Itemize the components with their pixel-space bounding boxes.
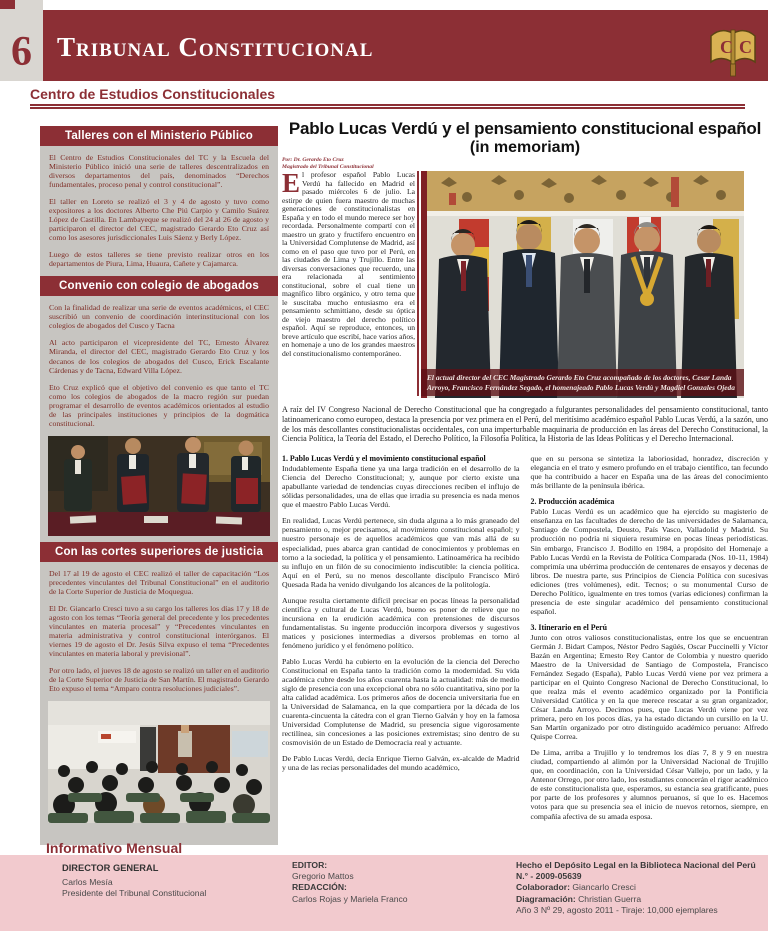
- news-paragraph: Por otro lado, el jueves 18 de agosto se realizó un taller en el auditorio de la Corte Superior de Justicia de San Martín. El magistrado Gerardo Eto expuso el tema “Amparo contra resoluciones judiciales”.: [49, 666, 269, 694]
- deposito-line2: N.° - 2009-05639: [516, 871, 582, 882]
- diagramacion-line: [516, 894, 756, 905]
- page-number: 6: [11, 29, 32, 75]
- colaborador-value: Giancarlo Cresci: [572, 882, 636, 893]
- director-heading: DIRECTOR GENERAL: [62, 863, 159, 873]
- photo-caption: El actual director del CEC Magistrado Gerardo Eto Cruz acompañado de los doctores, Cesar Landa Arroyo, Francisco Fernández Segado, el homenajeado Pablo Lucas Verdú y Magdiel Gonzales Ojeda: [421, 369, 744, 396]
- editor-label: EDITOR:: [292, 860, 328, 870]
- article-heading-3: 3. Itinerario en el Perú: [530, 622, 607, 632]
- diagramacion-label: Diagramación:: [516, 893, 576, 904]
- photo-honorees-group: [421, 171, 744, 398]
- news-paragraph: Del 17 al 19 de agosto el CEC realizó el taller de capacitación “Los precedentes vinculantes del Tribunal Constitucional” en el auditorio de la Corte Superior de Justicia de Moquegua.: [49, 568, 269, 596]
- article-lead-paragraph: A raíz del IV Congreso Nacional de Derecho Constitucional que ha congregado a fulgurantes personalidades del pensamiento constitucional, tanto latinoamericano como europeo, destaca la presencia por vez primera en el Perú, del meritísimo académico español Pablo Lucas Verdú, a la sazón, uno de los más descollantes constitucionalistas occidentales, con una imperturbable maquinaria de producción en las áreas del Derecho Constitucional, la Ciencia Política, la Teoría del Estado, el Derecho Político, la Filosofía Política, la Historia de las Ideas Políticas y el Derecho Internacional.: [282, 405, 768, 444]
- article-paragraph: Indudablemente España tiene ya una larga tradición en el desarrollo de la Ciencia del Derecho Constitucional; y, aunque por cierto existe una apabullante variedad de tendencias cuyas direcciones reciben el influjo de sólidas personalidades, una de ellas que irradia su presencia es nada menos que el maestro Pablo Lucas Verdú.: [282, 464, 520, 510]
- article-paragraph: Junto con otros valiosos constitucionalistas, entre los que se encuentran Germán J. Bidart Campos, Néstor Pedro Sagüés, Oscar Puccinelli y Víctor Bazán en Argentina; Ernesto Rey Cantor de Colombia y nuestro querido Maestro de la Universidad de Santiago de Compostela, Francisco Fernández Segado (España), Pablo Lucas Verdú viene por vez primera a participar en el Quinto Congreso Nacional de Derecho Constitucional, lo que realza más el evento académico organizado por la Pontificia Universidad Católica y en la que merece rescatar a su gran organizador, César Landa Arroyo. Decimos pues, que Lucas Verdú viene por vez primera, pero en los pocos días, ya ha estado dictando un cursillo en la U. San Martín organizado por otro distinguido académico peruano: Alfredo Quispe Correa.: [530, 632, 768, 742]
- article-heading-1: 1. Pablo Lucas Verdú y el movimiento constitucional español: [282, 454, 486, 464]
- article-paragraph: Pablo Lucas Verdú ha cubierto en la evolución de la ciencia del Derecho Constitucional en España tanto la tradición como la modernidad. Su vida académica cubre desde los años cuarenta hasta la actualidad: más de medio siglo de presencia con una excepcional obra no sólo cuantitativa, sino por la alta calidad académica. Los primeros años de docencia universitaria fue en la Universidad de Salamanca, en la que compartiera por la década de los cuarenta-cincuenta la cátedra con el gran Tierno Galván y hoy en la famosa Universidad Complutense de Madrid, su presencia sigue vigorosamente rectilínea, sin concesiones a las posiciones extremistas; sino dentro de su cosmovisión de un Estado de Democracia real y actuante.: [282, 656, 520, 748]
- article-subtitle: (in memoriam): [469, 138, 581, 156]
- footer-director: [62, 862, 206, 899]
- svg-text:C: C: [739, 37, 752, 57]
- news-paragraph: Eto Cruz explicó que el objetivo del convenio es que tanto el TC como los colegios de abogados de la macro región sur puedan programar el desarrollo de eventos académicos orientados al estudio de las principales instituciones y principios de la dogmática constitucional.: [49, 382, 269, 428]
- intro-text: l profesor español Pablo Lucas Verdú ha fallecido en Madrid el pasado miércoles 6 de julio. La estirpe de quien fuera maestro de muchas generaciones de constitucionalistas en España y en todo el mundo merece ser hoy recordada. Personalmente compartí con el maestro un grato y fructífero encuentro en la Universidad Complutense de Madrid, así como en el paso que tuvo por el Perú, en las ciudades de Lima y Trujillo. Entre las diversas conversaciones que recuerdo, una era relacionada al sentimiento constitucional, sobre el cual tiene un magnífico libro orgánico, y otro tema que le suscitaba mucho entusiasmo era el pensamiento schmittiano, desde su óptica de viejo maestro del derecho político español. Aquí se reproduce, entonces, un breve artículo que escribí, hace varios años, en homenaje a uno de los grandes maestros del constitucionalismo contemporáneo.: [282, 170, 415, 358]
- director-role: Presidente del Tribunal Constitucional: [62, 888, 207, 899]
- article-intro-row: [282, 168, 768, 398]
- article-paragraph: De Pablo Lucas Verdú, decía Enrique Tierno Galván, ex-alcalde de Madrid y una de las recias personalidades del mundo académico,: [282, 754, 520, 773]
- colaborador-label: Colaborador:: [516, 882, 570, 893]
- article-paragraph: Pablo Lucas Verdú es un académico que ha ejercido su magisterio de enseñanza en las facultades de derecho de las universidades de Salamanca, Santiago de Compostela, Deusto, País Vasco, Valladolid y Madrid. Su producción no podría ni siquiera resumirse en pocas líneas periodísticas. Sin embargo, Francisco J. Bodillo en 1984, a propósito del Homenaje a Pablo Lucas Verdú en la Revista de Política Comparada (Nos. 10-11, 1984) comprimía una ubérrima producción de centenares de ensayos y decenas de libros. De nuestra parte, sus Principios de Ciencia Política con sucesivas ediciones (tres volúmenes), edit. Tecnos; o su monumental Curso de Derecho Político, igualmente en tres tomos (varias ediciones) confirman la presencia de este singular académico del pensamiento constitucional español.: [530, 507, 768, 616]
- byline-role: Magistrado del Tribunal Constitucional: [282, 163, 374, 170]
- footer-legal: [516, 860, 756, 916]
- director-name: Carlos Mesía: [62, 877, 113, 888]
- news-section-header-2: Convenio con colegio de abogados: [40, 276, 278, 296]
- article-columns: [282, 454, 768, 827]
- news-paragraph: El taller en Loreto se realizó el 3 y 4 de agosto y tuvo como expositores a los doctores Alberto Che Piú Carpio y Camilo Suárez López de Castilla. En Lambayeque se realizó del 24 al 26 de agosto y participaron el director del CEC, magistrado Gerardo Eto Cruz así como los asesores jurisdiccionales Luis Sáenz y Berly López.: [49, 197, 269, 243]
- drop-cap: E: [282, 168, 301, 199]
- news-paragraph: Con la finalidad de realizar una serie de eventos académicos, el CEC suscribió un convenio de coordinación interinstitucional con los colegios de abogados del Cusco y Tacna: [49, 303, 269, 331]
- news-section-body-1: [40, 146, 278, 268]
- news-paragraph: El Centro de Estudios Constitucionales del TC y la Escuela del Ministerio Público inició una serie de talleres descentralizados en diversos departamentos del país, denominados “Derechos fundamentales, proceso penal y control constitucional”.: [49, 153, 269, 190]
- left-news-column: [40, 126, 278, 845]
- main-article: [282, 120, 768, 846]
- news-paragraph: Luego de estos talleres se tiene previsto realizar otros en los departamentos de Piura, Lima, Huaura, Cañete y Cajamarca.: [49, 250, 269, 269]
- article-paragraph: Aunque resulta ciertamente difícil precisar en pocas líneas la personalidad científica y cultural de Lucas Verdú, bueno es poner de relieve que no incursiona en la erudición académica con pretensiones de discursos fundamentalistas. Su ingente producción incorpora diversos y sugestivos matices y posiciones intermedias a diversos problemas en torno al fenómeno jurídico y el fenómeno político.: [282, 595, 520, 650]
- news-paragraph: El Dr. Giancarlo Cresci tuvo a su cargo los talleres los días 17 y 18 de agosto con los temas “Teoría general del precedente y los precedentes vinculantes en materia procesal” y “Precedentes vinculantes en materia administrativa y control constitucional interórganos. El viernes 19 de agosto el Dr. Jesús Silva expuso el tema “Precedentes vinculantes en materia laboral y previsional”.: [49, 603, 269, 658]
- news-section-body-3: [40, 562, 278, 693]
- news-paragraph: Al acto participaron el vicepresidente del TC, Ernesto Álvarez Miranda, el director del CEC, magistrado Gerardo Eto Cruz y los decanos de los colegios de abogados del Cusco, Erick Escalante Cárdenas y de Tacna, Edward Villa López.: [49, 338, 269, 375]
- masthead-title: Tribunal Constitucional: [57, 32, 374, 62]
- news-section-header-1: Talleres con el Ministerio Público: [40, 126, 278, 146]
- article-byline: [282, 157, 374, 171]
- tribunal-book-logo-icon: [708, 24, 758, 80]
- corner-accent: [0, 0, 15, 9]
- article-heading-2: 2. Producción académica: [530, 497, 615, 507]
- article-paragraph: En realidad, Lucas Verdú pertenece, sin duda alguna a lo más graneado del pensamiento o, mejor precisamos, al movimiento constitucional español; y nuestro personaje es de aquellos académicos que van más allá de su especialidad, pues abarca gran cantidad de conocimientos y problemas en torno a la sociedad, la política y el pensamiento. Latinoamérica ha recibido su influjo en un filón de su conocimiento indiscutible: la ciencia política. Aquí en el Perú, su no menos descollante discípulo Francisco Miró Quesada Rada ha venido divulgando los alcances de la politología.: [282, 516, 520, 589]
- bulletin-label: Informativo Mensual: [46, 840, 183, 856]
- section-title: Centro de Estudios Constitucionales: [30, 86, 745, 109]
- article-intro-column: [282, 168, 415, 398]
- byline-author: Por: Dr. Gerardo Eto Cruz: [282, 157, 344, 163]
- photo-workshop-audience: [48, 701, 270, 823]
- column-divider: [417, 171, 419, 396]
- article-title: Pablo Lucas Verdú y el pensamiento constitucional español: [288, 120, 762, 138]
- article-column-1: [282, 454, 520, 827]
- article-column-2: [531, 454, 768, 827]
- editor-name: Gregorio Mattos: [292, 871, 354, 882]
- colaborador-line: [516, 882, 756, 893]
- news-section-body-2: [40, 296, 278, 427]
- redaccion-label: REDACCIÓN:: [292, 882, 347, 893]
- svg-text:C: C: [720, 37, 733, 57]
- article-paragraph: que en su persona se sintetiza la laboriosidad, honradez, discreción y elegancia en el trato y esmero profundo en el trabajo científico, tan fecundo que ha contribuido a hacer en España una de las áreas del conocimiento más brillante de la península ibérica.: [530, 454, 768, 491]
- deposito-line1: Hecho el Depósito Legal en la Biblioteca Nacional del Perú: [516, 860, 756, 870]
- redaccion-names: Carlos Rojas y Mariela Franco: [292, 893, 408, 904]
- photo-signing-ceremony: [48, 436, 270, 536]
- article-photo: [421, 171, 744, 398]
- edition-line: Año 3 Nº 29, agosto 2011 - Tiraje: 10,000 ejemplares: [516, 904, 718, 915]
- article-paragraph: De Lima, arriba a Trujillo y lo tendremos los días 7, 8 y 9 en nuestra ciudad, compartiendo al alimón por la Universidad Nacional de Trujillo que, en coordinación, con la Universidad César Vallejo, por un lado, y la Antenor Orrego, por otro lado, los estudiantes conocerán el rigor académico de este constitucionalista que, esperamos, su estancia sea gratificante, pues por parte de los profesores y alumnos peruanos, sí que lo es. Hacemos votos para que su presencia sea el inicio de nuevos retornos, siempre, en compañía afectiva de su amada esposa.: [530, 748, 768, 821]
- footer-editorial: [292, 860, 408, 905]
- diagramacion-value: Christian Guerra: [578, 893, 642, 904]
- news-section-header-3: Con las cortes superiores de justicia: [40, 542, 278, 562]
